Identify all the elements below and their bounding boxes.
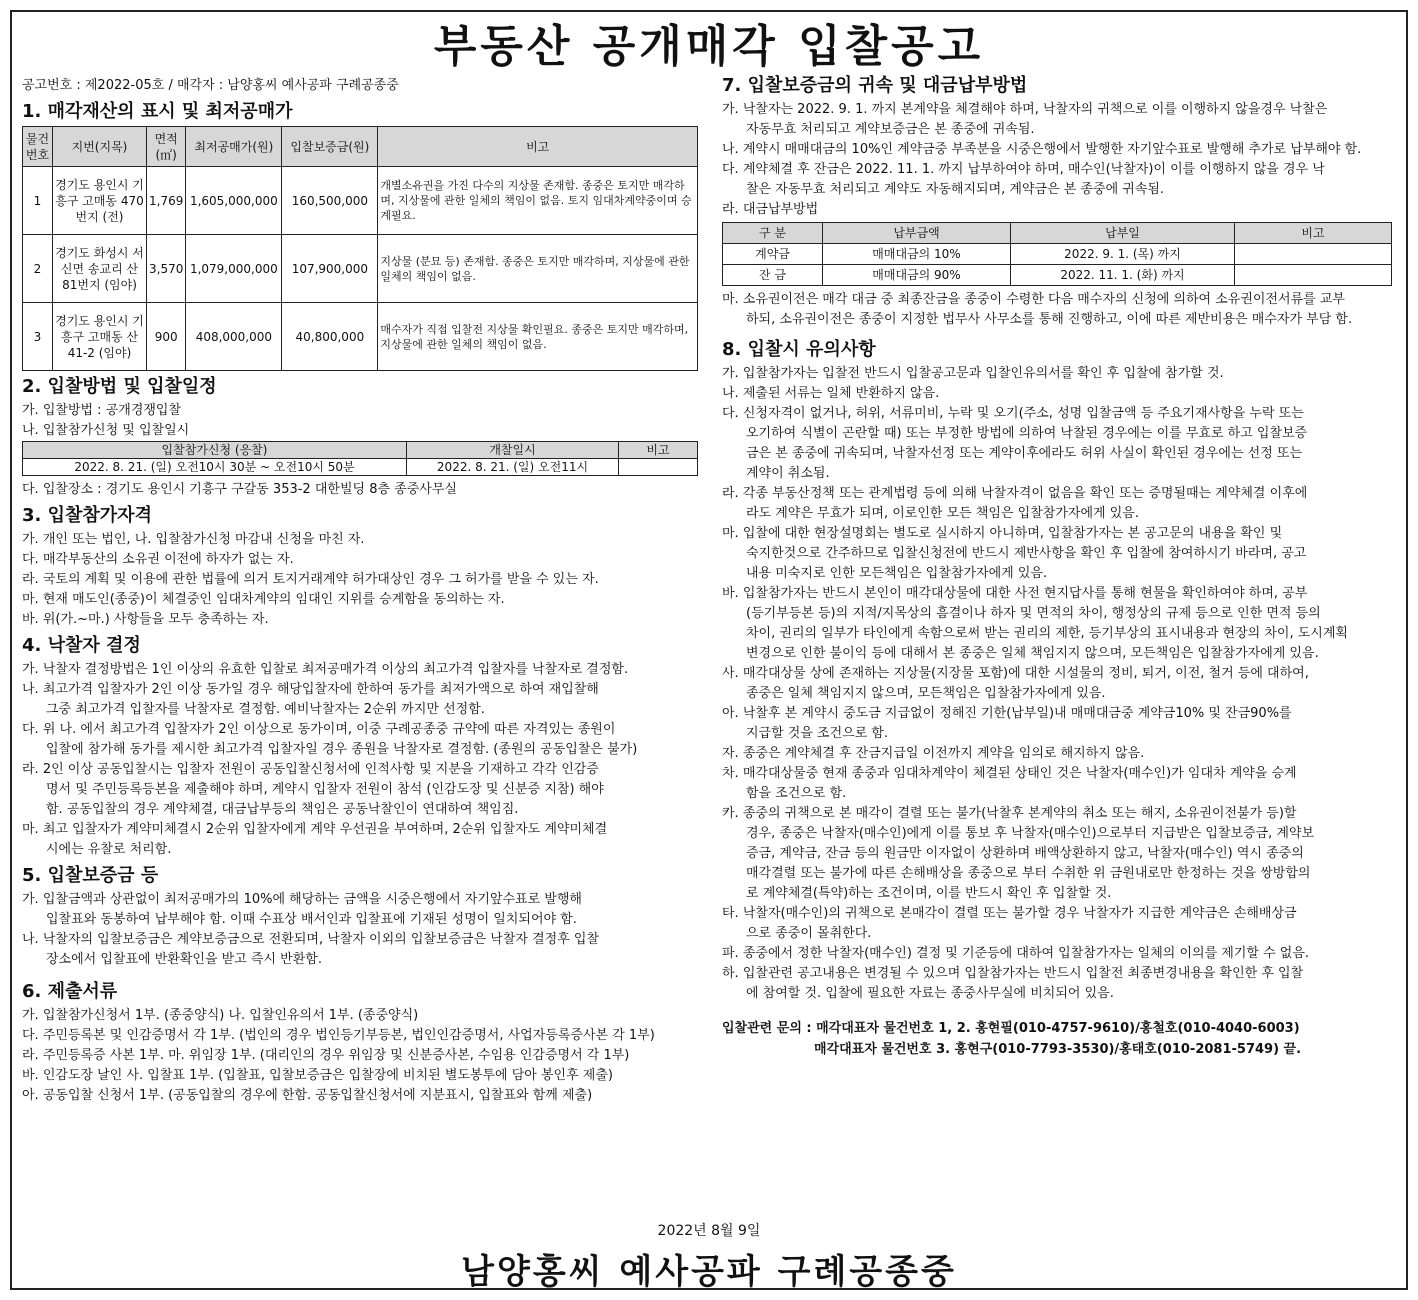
table-row (23, 459, 698, 476)
min-price: 1,079,000,000 (186, 235, 282, 303)
schedule-header (23, 442, 698, 459)
deposit: 160,500,000 (282, 167, 378, 235)
list-item: 에 참여할 것. 입찰에 필요한 자료는 종중사무실에 비치되어 있음. (746, 986, 1114, 1001)
table-row (723, 244, 1392, 265)
list-item: 증금, 계약금, 잔금 등의 원금만 이자없이 상환하며 배액상환하지 않고, 낙찰자(매수인) 역시 종중의 (746, 846, 1304, 861)
pay-type: 계약금 (723, 244, 823, 265)
list-item: 로 계약체결(특약)하는 조건이며, 이를 반드시 확인 후 입찰할 것. (746, 886, 1112, 901)
list-item: 나. 제출된 서류는 일체 반환하지 않음. (722, 386, 940, 401)
list-item: 마. 현재 매도인(종중)이 체결중인 임대차계약의 임대인 지위를 승계함을 동의하는 자. (22, 592, 505, 607)
section-3-heading: 3. 입찰참가자격 (22, 505, 152, 526)
property-table (22, 126, 698, 371)
list-item: 계약이 취소됨. (746, 466, 830, 481)
min-price: 1,605,000,000 (186, 167, 282, 235)
list-item: 내용 미숙지로 인한 모든책임은 입찰참가자에게 있음. (746, 566, 1048, 581)
list-item: 바. 입찰참가자는 반드시 본인이 매각대상물에 대한 사전 현지답사를 통해 현물을 확인하여야 하며, 공부 (722, 586, 1308, 601)
header-min-price: 최저공매가(원) (186, 127, 282, 167)
item-no: 1 (23, 167, 53, 235)
list-item: 숙지한것으로 간주하므로 입찰신청전에 반드시 제반사항을 확인 후 입찰에 참여하시기 바라며, 공고 (746, 546, 1307, 561)
header-remark: 비고 (619, 442, 698, 459)
list-item: 타. 낙찰자(매수인)의 귀책으로 본매각이 결렬 또는 불가할 경우 낙찰자가 지급한 계약금은 손해배상금 (722, 906, 1297, 921)
header-lot: 지번(지목) (53, 127, 147, 167)
list-item: 함을 조건으로 함. (746, 786, 847, 801)
payment-table (722, 222, 1392, 286)
header-amount: 납부금액 (823, 223, 1011, 244)
lot: 경기도 용인시 기흥구 고매동 산41-2 (임야) (53, 303, 147, 371)
item-no: 2 (23, 235, 53, 303)
header-item-no: 물건번호 (23, 127, 53, 167)
pay-amount: 매매대금의 90% (823, 265, 1011, 286)
notice-title: 부동산 공개매각 입찰공고 (433, 21, 985, 72)
list-item: 아. 낙찰후 본 계약시 중도금 지급없이 정해진 기한(납부일)내 매매대금중 계약금10% 및 잔금90%를 (722, 706, 1292, 721)
header-area: 면적(㎡) (147, 127, 186, 167)
lot: 경기도 화성시 서신면 송교리 산81번지 (임야) (53, 235, 147, 303)
section-2-heading: 2. 입찰방법 및 입찰일정 (22, 376, 217, 397)
list-item: 자. 종중은 계약체결 후 잔금지급일 이전까지 계약을 임의로 해지하지 않음. (722, 746, 1145, 761)
deposit: 107,900,000 (282, 235, 378, 303)
header-opening: 개찰일시 (407, 442, 619, 459)
list-item: 라도 계약은 무효가 되며, 이로인한 모든 책임은 입찰참가자에게 있음. (746, 506, 1139, 521)
item-no: 3 (23, 303, 53, 371)
header-remark: 비고 (1235, 223, 1392, 244)
table-row (23, 303, 698, 371)
list-item: 가. 입찰참가신청서 1부. (종중양식) 나. 입찰인유의서 1부. (종중양식) (22, 1008, 419, 1023)
list-item: 으로 종중이 몰취한다. (746, 926, 872, 941)
section-6-heading: 6. 제출서류 (22, 981, 118, 1002)
bid-schedule-label: 나. 입찰참가신청 및 입찰일시 (22, 423, 190, 438)
contact-line-1: 입찰관련 문의 : 매각대표자 물건번호 1, 2. 홍현필(010-4757-9610)/홍철호(010-4040-6003) (722, 1021, 1300, 1036)
issuer-name: 남양홍씨 예사공파 구례공종중 (461, 1252, 957, 1292)
list-item: 바. 인감도장 날인 사. 입찰표 1부. (입찰표, 입찰보증금은 입찰장에 비치된 별도봉투에 담아 봉인후 제출) (22, 1068, 613, 1083)
lot: 경기도 용인시 기흥구 고매동 470번지 (전) (53, 167, 147, 235)
header-note: 비고 (378, 127, 698, 167)
section-8-heading: 8. 입찰시 유의사항 (722, 339, 876, 360)
list-item: 그중 최고가격 입찰자를 낙찰자로 결정함. 예비낙찰자는 2순위 까지만 선정함. (46, 702, 485, 717)
opening-time: 2022. 8. 21. (일) 오전11시 (407, 459, 619, 476)
payment-header (723, 223, 1392, 244)
list-item: 카. 종중의 귀책으로 본 매각이 결렬 또는 불가(낙찰후 본계약의 취소 또는 해지, 소유권이전불가 등)할 (722, 806, 1297, 821)
list-item: 사. 매각대상물 상에 존재하는 지상물(지장물 포함)에 대한 시설물의 정비, 퇴거, 이전, 철거 등에 대하여, (722, 666, 1309, 681)
list-item: 시에는 유찰로 처리함. (46, 842, 172, 857)
list-item: 매각결렬 또는 불가에 따른 손해배상을 종중으로 부터 수취한 위 금원내로만 한정하는 것을 쌍방합의 (746, 866, 1311, 881)
pay-remark (1235, 244, 1392, 265)
min-price: 408,000,000 (186, 303, 282, 371)
list-item: 파. 종중에서 정한 낙찰자(매수인) 결정 및 기준등에 대하여 입찰참가자는 일체의 이의를 제기할 수 없음. (722, 946, 1310, 961)
list-item: 바. 위(가.~마.) 사항들을 모두 충족하는 자. (22, 612, 269, 627)
list-item: 종중은 일체 책임지지 않으며, 모든책임은 입찰참가자에게 있음. (746, 686, 1106, 701)
area: 900 (147, 303, 186, 371)
property-table-header (23, 127, 698, 167)
list-item: 다. 위 나. 에서 최고가격 입찰자가 2인 이상으로 동가이며, 이중 구례공종중 규약에 따른 자격있는 종원이 (22, 722, 616, 737)
list-item: 마. 최고 입찰자가 계약미체결시 2순위 입찰자에게 계약 우선권을 부여하며, 2순위 입찰자도 계약미체결 (22, 822, 608, 837)
deposit: 40,800,000 (282, 303, 378, 371)
list-item: 아. 공동입찰 신청서 1부. (공동입찰의 경우에 한함. 공동입찰신청서에 지분표시, 입찰표와 함께 제출) (22, 1088, 593, 1103)
list-item: 라. 각종 부동산정책 또는 관계법령 등에 의해 낙찰자격이 없음을 확인 또는 증명될때는 계약체결 이후에 (722, 486, 1308, 501)
list-item: 라. 대금납부방법 (722, 202, 819, 217)
list-item: 입찰에 참가해 동가를 제시한 최고가격 입찰자일 경우 종원을 낙찰자로 결정함. (종원의 공동입찰은 불가) (46, 742, 638, 757)
list-item: 가. 낙찰자는 2022. 9. 1. 까지 본계약을 체결해야 하며, 낙찰자의 귀책으로 이를 이행하지 않을경우 낙찰은 (722, 102, 1328, 117)
notice-date: 2022년 8월 9일 (657, 1223, 761, 1239)
list-item: 장소에서 입찰표에 반환확인을 받고 즉시 반환함. (46, 952, 322, 967)
list-item: 다. 계약체결 후 잔금은 2022. 11. 1. 까지 납부하여야 하며, 매수인(낙찰자)이 이를 이행하지 않을 경우 낙 (722, 162, 1325, 177)
schedule-table (22, 441, 698, 476)
list-item: 가. 입찰금액과 상관없이 최저공매가의 10%에 해당하는 금액을 시중은행에서 자기앞수표로 발행해 (22, 892, 582, 907)
list-item: 지급할 것을 조건으로 함. (746, 726, 889, 741)
list-item: 함. 공동입찰의 경우 계약체결, 대금납부등의 책임은 공동낙찰인이 연대하여 책임짐. (46, 802, 519, 817)
left-column (22, 76, 698, 1106)
note: 개별소유권을 가진 다수의 지상물 존재함. 종중은 토지만 매각하며, 지상물에 관한 일체의 책임이 없음. 토지 임대차계약중이며 승계필요. (378, 167, 698, 235)
list-item: 라. 주민등록증 사본 1부. 마. 위임장 1부. (대리인의 경우 위임장 및 신분증사본, 수임용 인감증명서 각 1부) (22, 1048, 630, 1063)
list-item: 라. 2인 이상 공동입찰시는 입찰자 전원이 공동입찰신청서에 인적사항 및 지분을 기재하고 각각 인감증 (22, 762, 599, 777)
area: 1,769 (147, 167, 186, 235)
list-item: 라. 국토의 계획 및 이용에 관한 법률에 의거 토지거래계약 허가대상인 경우 그 허가를 받을 수 있는 자. (22, 572, 599, 587)
table-row (23, 235, 698, 303)
section-1-heading: 1. 매각재산의 표시 및 최저공매가 (22, 101, 293, 122)
notice-number: 공고번호 : 제2022-05호 / 매각자 : 남양홍씨 예사공파 구례공종중 (22, 78, 399, 93)
pay-amount: 매매대금의 10% (823, 244, 1011, 265)
list-item: 가. 낙찰자 결정방법은 1인 이상의 유효한 입찰로 최저공매가격 이상의 최고가격 입찰자를 낙찰자로 결정함. (22, 662, 629, 677)
remark (619, 459, 698, 476)
bid-place: 다. 입찰장소 : 경기도 용인시 기흥구 구갈동 353-2 대한빌딩 8층 종중사무실 (22, 482, 457, 497)
list-item: 경우, 종중은 낙찰자(매수인)에게 이를 통보 후 낙찰자(매수인)으로부터 지급받은 입찰보증금, 계약보 (746, 826, 1315, 841)
list-item: 다. 매각부동산의 소유권 이전에 하자가 없는 자. (22, 552, 294, 567)
list-item: 찰은 자동무효 처리되고 계약도 자동해지되며, 계약금은 본 종중에 귀속됨. (746, 182, 1165, 197)
right-column (722, 76, 1398, 1060)
bid-method: 가. 입찰방법 : 공개경쟁입찰 (22, 403, 182, 418)
list-item: 금은 본 종중에 귀속되며, 낙찰자선정 또는 계약이후에라도 허위 사실이 확인된 경우에는 선정 또는 (746, 446, 1303, 461)
note: 지상물 (분묘 등) 존재함. 종중은 토지만 매각하며, 지상물에 관한 일체의 책임이 없음. (378, 235, 698, 303)
header-type: 구 분 (723, 223, 823, 244)
list-item: 명서 및 주민등록등본을 제출해야 하며, 계약시 입찰자 전원이 참석 (인감도장 및 신분증 지참) 해야 (46, 782, 604, 797)
pay-due: 2022. 11. 1. (화) 까지 (1011, 265, 1235, 286)
note: 매수자가 직접 입찰전 지상물 확인필요. 종중은 토지만 매각하며, 지상물에 관한 일체의 책임이 없음. (378, 303, 698, 371)
list-item: 오기하여 식별이 곤란할 때) 또는 부정한 방법에 의하여 낙찰된 경우에는 이를 무효로 하고 입찰보증 (746, 426, 1308, 441)
list-item: 가. 개인 또는 법인, 나. 입찰참가신청 마감내 신청을 마친 자. (22, 532, 365, 547)
list-item: 하. 입찰관련 공고내용은 변경될 수 있으며 입찰참가자는 반드시 입찰전 최종변경내용을 확인한 후 입찰 (722, 966, 1304, 981)
pay-type: 잔 금 (723, 265, 823, 286)
pay-remark (1235, 265, 1392, 286)
list-item: 차. 매각대상물중 현재 종중과 임대차계약이 체결된 상태인 것은 낙찰자(매수인)가 임대차 계약을 승계 (722, 766, 1297, 781)
table-row (723, 265, 1392, 286)
list-item: 변경으로 인한 불이익 등에 대해서 본 종중은 일체 책임지지 않으며, 모든책임은 입찰참가자에게 있음. (746, 646, 1319, 661)
list-item: 나. 낙찰자의 입찰보증금은 계약보증금으로 전환되며, 낙찰자 이외의 입찰보증금은 낙찰자 결정후 입찰 (22, 932, 600, 947)
list-item: 가. 입찰참가자는 입찰전 반드시 입찰공고문과 입찰인유의서를 확인 후 입찰에 참가할 것. (722, 366, 1224, 381)
header-deposit: 입찰보증금(원) (282, 127, 378, 167)
table-row (23, 167, 698, 235)
contact-line-2: 매각대표자 물건번호 3. 홍현구(010-7793-3530)/홍태호(010-2081-5749) 끝. (814, 1042, 1302, 1057)
list-item: 나. 계약시 매매대금의 10%인 계약금중 부족분을 시중은행에서 발행한 자기앞수표로 발행해 추가로 납부해야 함. (722, 142, 1362, 157)
list-item: 차이, 권리의 일부가 타인에게 속함으로써 받는 권리의 제한, 등기부상의 표시내용과 현장의 차이, 도시계획 (746, 626, 1348, 641)
header-application: 입찰참가신청 (응찰) (23, 442, 407, 459)
list-item: 하되, 소유권이전은 종중이 지정한 법무사 사무소를 통해 진행하고, 이에 따른 제반비용은 매수자가 부담 함. (746, 312, 1353, 327)
header-due: 납부일 (1011, 223, 1235, 244)
list-item: 입찰표와 동봉하여 납부해야 함. 이때 수표상 배서인과 입찰표에 기재된 성명이 일치되어야 함. (46, 912, 577, 927)
list-item: 다. 신청자격이 없거나, 허위, 서류미비, 누락 및 오기(주소, 성명 입찰금액 등 주요기재사항을 누락 또는 (722, 406, 1304, 421)
list-item: 나. 최고가격 입찰자가 2인 이상 동가일 경우 해당입찰자에 한하여 동가를 최저가액으로 하여 재입찰해 (22, 682, 599, 697)
list-item: (등기부등본 등)의 지적/지목상의 흠결이나 하자 및 면적의 차이, 행정상의 규제 등으로 인한 면적 등의 (746, 606, 1321, 621)
list-item: 마. 입찰에 대한 현장설명회는 별도로 실시하지 아니하며, 입찰참가자는 본 공고문의 내용을 확인 및 (722, 526, 1283, 541)
list-item: 다. 주민등록본 및 인감증명서 각 1부. (법인의 경우 법인등기부등본, 법인인감증명서, 사업자등록증사본 각 1부) (22, 1028, 655, 1043)
application-time: 2022. 8. 21. (일) 오전10시 30분 ~ 오전10시 50분 (23, 459, 407, 476)
pay-due: 2022. 9. 1. (목) 까지 (1011, 244, 1235, 265)
area: 3,570 (147, 235, 186, 303)
list-item: 자동무효 처리되고 계약보증금은 본 종중에 귀속됨. (746, 122, 1035, 137)
section-7-heading: 7. 입찰보증금의 귀속 및 대금납부방법 (722, 75, 1028, 96)
section-5-heading: 5. 입찰보증금 등 (22, 865, 159, 886)
list-item: 마. 소유권이전은 매각 대금 중 최종잔금을 종중이 수령한 다음 매수자의 신청에 의하여 소유권이전서류를 교부 (722, 292, 1345, 307)
section-4-heading: 4. 낙찰자 결정 (22, 635, 141, 656)
